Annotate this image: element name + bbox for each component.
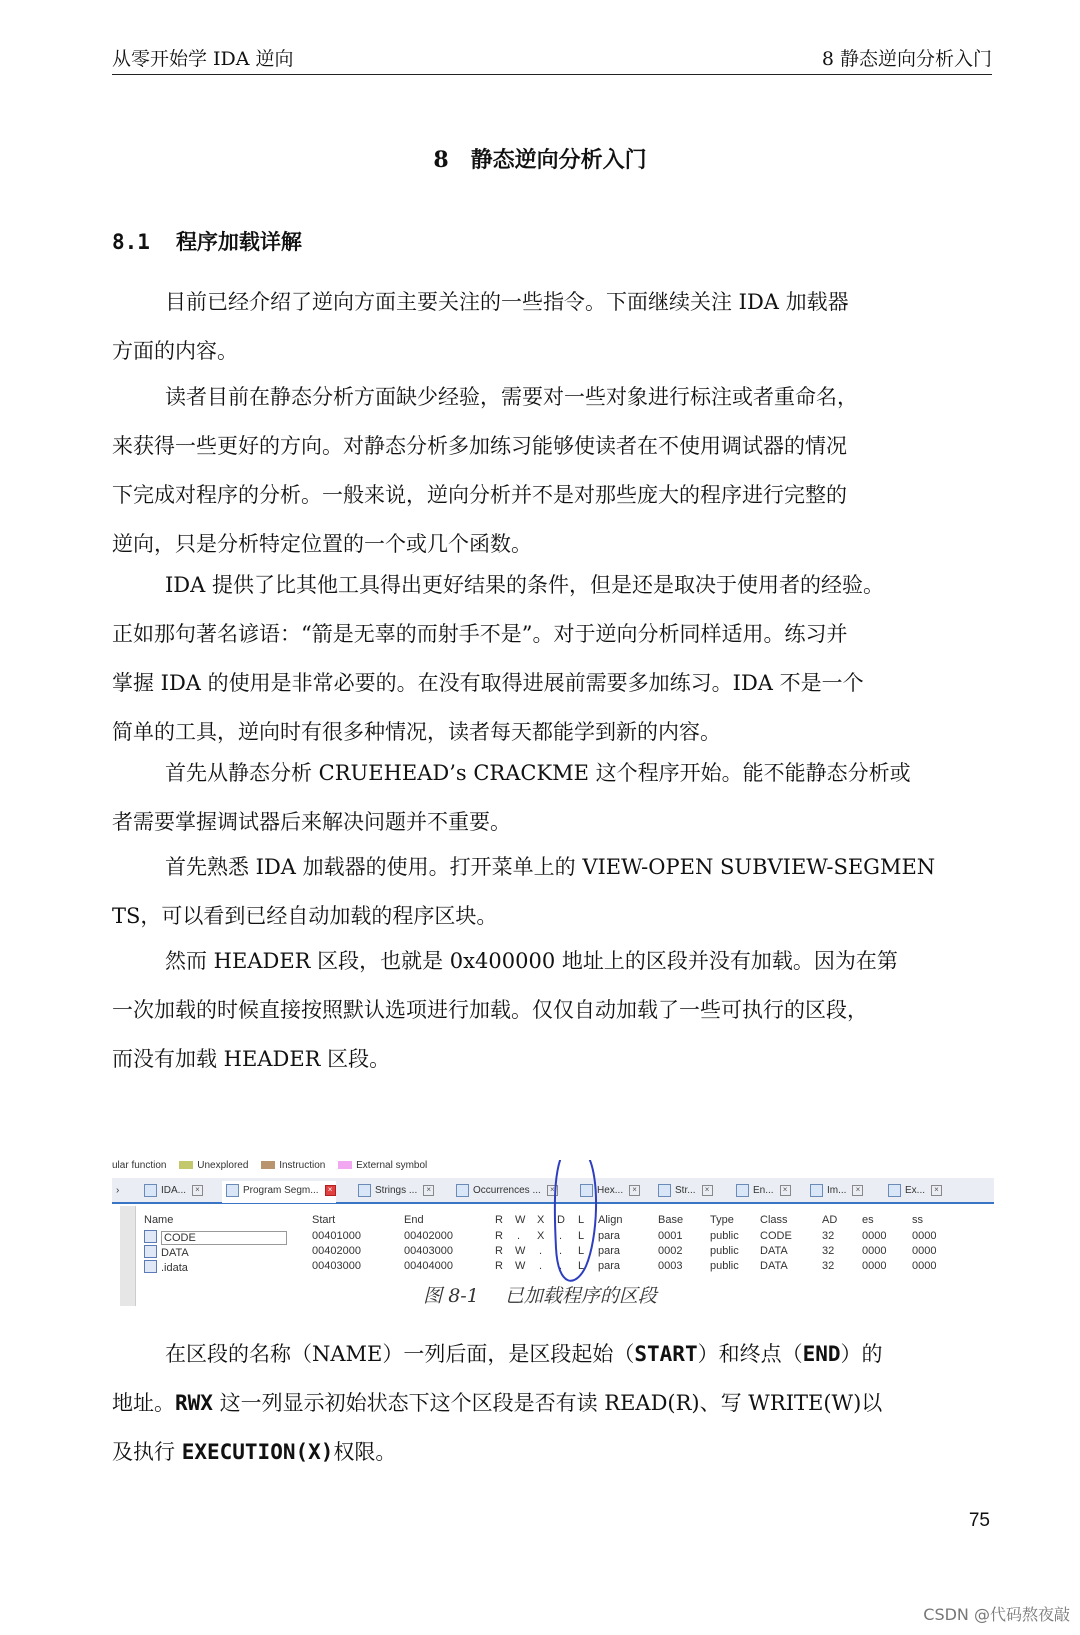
text-run: 及执行 — [112, 1440, 182, 1464]
paragraph-2 — [112, 373, 992, 569]
cell-class: DATA — [760, 1245, 788, 1257]
cell-l: L — [578, 1260, 585, 1272]
segment-name: CODE — [161, 1231, 287, 1245]
paragraph-4 — [112, 749, 992, 847]
cell-d: . — [559, 1230, 563, 1242]
paragraph-3 — [112, 561, 992, 757]
cell-d: . — [559, 1260, 563, 1272]
text-run: 地址。 — [112, 1391, 175, 1415]
bold-term: RWX — [175, 1391, 213, 1415]
close-icon[interactable]: × — [423, 1185, 434, 1196]
text-line — [112, 1379, 992, 1428]
text-line: IDA 提供了比其他工具得出更好结果的条件，但是还是取决于使用者的经验。 — [165, 573, 884, 597]
header-book-title: 从零开始学 IDA 逆向 — [112, 48, 294, 70]
cell-base: 0001 — [658, 1230, 683, 1242]
cell-base: 0002 — [658, 1245, 683, 1257]
cell-es: 0000 — [862, 1245, 887, 1257]
color-legend — [112, 1160, 437, 1174]
cell-ad: 32 — [822, 1245, 835, 1257]
cell-type: public — [710, 1260, 739, 1272]
col-type[interactable]: Type — [710, 1214, 734, 1226]
segment-name: .idata — [161, 1262, 188, 1274]
cell-start: 00403000 — [312, 1260, 361, 1272]
cell-w: . — [517, 1230, 521, 1242]
cell-type: public — [710, 1230, 739, 1242]
cell-r: R — [495, 1260, 503, 1272]
col-d[interactable]: D — [557, 1214, 565, 1226]
tab-exports[interactable] — [884, 1181, 942, 1201]
text-run: 权限。 — [333, 1440, 397, 1464]
cell-class: CODE — [760, 1230, 792, 1242]
enums-icon — [736, 1184, 749, 1197]
section-heading — [112, 226, 302, 256]
hand-drawn-circle-annotation — [542, 1160, 602, 1298]
cell-r: R — [495, 1230, 503, 1242]
text-line: 者需要掌握调试器后来解决问题并不重要。 — [112, 810, 511, 834]
cell-name — [144, 1230, 287, 1244]
paragraph-6 — [112, 937, 992, 1084]
structures-icon — [658, 1184, 671, 1197]
text-run: 在区段的名称（NAME）一列后面，是区段起始（ — [165, 1342, 635, 1366]
text-line: 首先熟悉 IDA 加载器的使用。打开菜单上的 VIEW-OPEN SUBVIEW-SEGMEN — [165, 855, 936, 879]
section-number: 8.1 — [112, 230, 150, 254]
col-l[interactable]: L — [578, 1214, 585, 1226]
legend-regular-function — [112, 1160, 166, 1171]
tab-program-segmentation[interactable] — [222, 1181, 336, 1203]
chapter-name: 静态逆向分析入门 — [470, 147, 647, 173]
strings-icon — [358, 1184, 371, 1197]
text-line: 一次加载的时候直接按照默认选项进行加载。仅仅自动加载了一些可执行的区段， — [112, 998, 868, 1022]
cell-base: 0003 — [658, 1260, 683, 1272]
text-run: ）和终点（ — [697, 1342, 803, 1366]
text-run: ）的 — [840, 1342, 883, 1366]
exports-icon — [888, 1184, 901, 1197]
text-line: 首先从静态分析 CRUEHEAD’s CRACKME 这个程序开始。能不能静态分析或 — [165, 761, 911, 785]
cell-align: para — [598, 1260, 621, 1272]
paragraph-1 — [112, 278, 992, 376]
text-line: 掌握 IDA 的使用是非常必要的。在没有取得进展前需要多加练习。IDA 不是一个 — [112, 671, 864, 695]
ida-view-icon — [144, 1184, 157, 1197]
cell-w: W — [515, 1245, 526, 1257]
tab-strings[interactable] — [354, 1181, 434, 1201]
swatch-icon — [261, 1161, 275, 1169]
watermark: CSDN @代码熬夜敲 — [923, 1605, 1070, 1624]
figure-title: 已加载程序的区段 — [504, 1285, 657, 1307]
cell-x: X — [537, 1230, 545, 1242]
running-header — [112, 40, 992, 75]
tab-label: Program Segm... — [243, 1185, 319, 1196]
cell-r: R — [495, 1245, 503, 1257]
tab-imports[interactable] — [806, 1181, 863, 1201]
tab-label: Im... — [827, 1185, 847, 1196]
chapter-title — [0, 143, 1080, 174]
figure-caption — [0, 1281, 1080, 1308]
figure-number: 图 8-1 — [423, 1285, 479, 1307]
cell-x: . — [539, 1245, 543, 1257]
col-ss[interactable]: ss — [912, 1214, 923, 1226]
col-name[interactable]: Name — [144, 1214, 174, 1226]
bold-term: END — [802, 1342, 841, 1366]
legend-unexplored — [179, 1160, 248, 1171]
cell-ss: 0000 — [912, 1245, 937, 1257]
occurrences-icon — [456, 1184, 469, 1197]
bold-term: EXECUTION(X) — [181, 1440, 334, 1464]
header-chapter-title: 8 静态逆向分析入门 — [821, 48, 992, 70]
chapter-number: 8 — [433, 147, 449, 173]
segment-icon — [144, 1245, 157, 1258]
col-base[interactable]: Base — [658, 1214, 684, 1226]
cell-name — [144, 1260, 188, 1274]
close-icon[interactable]: × — [629, 1185, 640, 1196]
cell-end: 00402000 — [404, 1230, 453, 1242]
cell-end: 00404000 — [404, 1260, 453, 1272]
cell-ad: 32 — [822, 1260, 835, 1272]
tab-label: Occurrences ... — [473, 1185, 541, 1196]
cell-align: para — [598, 1245, 621, 1257]
legend-label: External symbol — [356, 1160, 428, 1171]
text-line: 方面的内容。 — [112, 339, 238, 363]
cell-align: para — [598, 1230, 621, 1242]
tab-enums[interactable] — [732, 1181, 791, 1201]
cell-l: L — [578, 1230, 585, 1242]
text-run: 这一列显示初始状态下这个区段是否有读 READ(R)、写 WRITE(W)以 — [212, 1391, 883, 1415]
col-align[interactable]: Align — [598, 1214, 623, 1226]
text-line — [112, 1428, 992, 1477]
cell-w: W — [515, 1260, 526, 1272]
cell-l: L — [578, 1245, 585, 1257]
legend-external-symbol — [338, 1160, 427, 1171]
col-end[interactable]: End — [404, 1214, 424, 1226]
close-icon[interactable]: × — [547, 1185, 558, 1196]
close-icon[interactable]: × — [702, 1185, 713, 1196]
bold-term: START — [634, 1342, 698, 1366]
cell-es: 0000 — [862, 1260, 887, 1272]
tab-label: Ex... — [905, 1185, 926, 1196]
cell-end: 00403000 — [404, 1245, 453, 1257]
legend-label: Unexplored — [197, 1160, 249, 1171]
tab-label: Str... — [675, 1185, 696, 1196]
tab-label: Hex... — [597, 1185, 624, 1196]
col-w[interactable]: W — [515, 1214, 526, 1226]
tab-label: Strings ... — [375, 1185, 418, 1196]
imports-icon — [810, 1184, 823, 1197]
segment-icon — [144, 1260, 157, 1273]
col-start[interactable]: Start — [312, 1214, 336, 1226]
paragraph-5 — [112, 843, 992, 941]
close-icon[interactable]: × — [852, 1185, 863, 1196]
col-x[interactable]: X — [537, 1214, 545, 1226]
text-line: TS，可以看到已经自动加载的程序区块。 — [112, 904, 498, 928]
text-line: 来获得一些更好的方向。对静态分析多加练习能够使读者在不使用调试器的情况 — [112, 434, 847, 458]
section-title: 程序加载详解 — [175, 229, 302, 254]
tab-structures[interactable] — [654, 1181, 713, 1201]
text-line: 然而 HEADER 区段，也就是 0x400000 地址上的区段并没有加载。因为在第 — [165, 949, 898, 973]
cell-ss: 0000 — [912, 1230, 937, 1242]
legend-instruction — [261, 1160, 325, 1171]
cell-x: . — [539, 1260, 543, 1272]
segment-name: DATA — [161, 1247, 189, 1259]
text-line — [112, 1330, 992, 1379]
cell-class: DATA — [760, 1260, 788, 1272]
text-line: 读者目前在静态分析方面缺少经验，需要对一些对象进行标注或者重命名， — [165, 385, 858, 409]
swatch-icon — [338, 1161, 352, 1169]
text-line: 下完成对程序的分析。一般来说，逆向分析并不是对那些庞大的程序进行完整的 — [112, 483, 847, 507]
close-icon[interactable]: × — [192, 1185, 203, 1196]
cell-es: 0000 — [862, 1230, 887, 1242]
col-ad[interactable]: AD — [822, 1214, 838, 1226]
col-class[interactable]: Class — [760, 1214, 788, 1226]
text-line: 简单的工具，逆向时有很多种情况，读者每天都能学到新的内容。 — [112, 720, 721, 744]
legend-label: ular function — [112, 1160, 167, 1171]
tab-arrow[interactable]: › — [116, 1185, 120, 1196]
text-line: 逆向，只是分析特定位置的一个或几个函数。 — [112, 532, 532, 556]
text-line: 而没有加载 HEADER 区段。 — [112, 1047, 391, 1071]
tab-label: En... — [753, 1185, 774, 1196]
col-es[interactable]: es — [862, 1214, 874, 1226]
close-icon[interactable]: × — [780, 1185, 791, 1196]
tab-ida-view[interactable] — [140, 1181, 203, 1201]
swatch-icon — [179, 1161, 193, 1169]
cell-ss: 0000 — [912, 1260, 937, 1272]
legend-label: Instruction — [279, 1160, 326, 1171]
paragraph-7 — [112, 1330, 992, 1477]
cell-d: . — [559, 1245, 563, 1257]
cell-type: public — [710, 1245, 739, 1257]
cell-ad: 32 — [822, 1230, 835, 1242]
close-icon[interactable]: × — [931, 1185, 942, 1196]
segments-icon — [226, 1184, 239, 1197]
cell-start: 00401000 — [312, 1230, 361, 1242]
segment-icon — [144, 1230, 157, 1243]
text-line: 目前已经介绍了逆向方面主要关注的一些指令。下面继续关注 IDA 加载器 — [165, 290, 849, 314]
col-r[interactable]: R — [495, 1214, 503, 1226]
text-line: 正如那句著名谚语：“箭是无辜的而射手不是”。对于逆向分析同样适用。练习并 — [112, 622, 848, 646]
page-number: 75 — [968, 1510, 990, 1531]
cell-start: 00402000 — [312, 1245, 361, 1257]
cell-name — [144, 1245, 189, 1259]
close-icon[interactable]: × — [325, 1185, 336, 1196]
tab-label: IDA... — [161, 1185, 187, 1196]
